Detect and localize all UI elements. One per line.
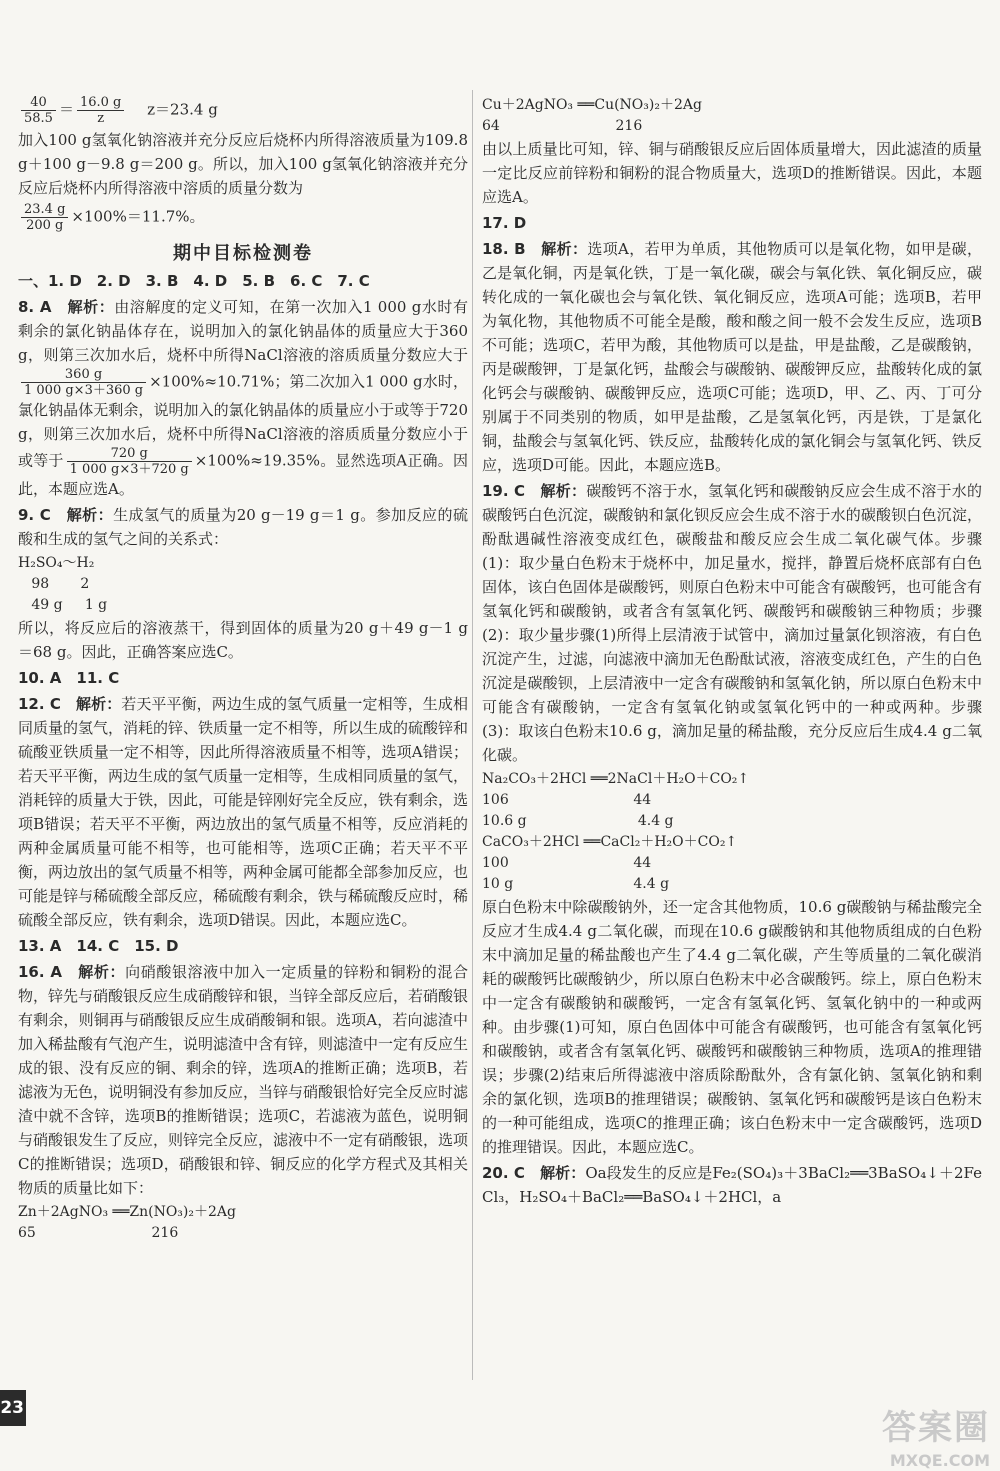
question-20 xyxy=(482,1161,982,1209)
answer-line xyxy=(18,666,468,690)
watermark-logo xyxy=(790,1400,990,1470)
analysis-tag: 解析： xyxy=(540,1164,586,1182)
equation-line: 98 2 xyxy=(18,576,90,592)
fraction xyxy=(21,95,56,126)
answer-label: 19. C xyxy=(482,482,526,500)
analysis-tag: 解析： xyxy=(76,695,122,713)
answers: 一、1. D 2. D 3. B 4. D 5. B 6. C 7. C xyxy=(18,272,370,290)
answer-label: 9. C xyxy=(18,506,51,524)
answer-line xyxy=(18,269,468,293)
denominator: 200 g xyxy=(26,218,64,233)
fraction xyxy=(77,95,124,126)
numerator: 23.4 g xyxy=(21,202,68,218)
equation-block xyxy=(18,553,468,616)
explanation-text: 生成氢气的质量为20 g－19 g＝1 g。参加反应的硫酸和生成的氢气之间的关系式： xyxy=(18,506,468,548)
answers: 17. D xyxy=(482,214,527,232)
numerator: 360 g xyxy=(21,367,146,383)
equation-line: 10.6 g 4.4 g xyxy=(482,813,674,829)
explanation-text: 向硝酸银溶液中加入一定质量的锌粉和铜粉的混合物，锌先与硝酸银反应生成硝酸锌和银，当锌全部反应后，若硝酸银有剩余，则铜再与硝酸银反应生成硝酸铜和银。选项A，若向滤渣中加入稀盐酸有气泡产生，说明滤渣中含有锌，则滤渣中一定有反应生成的银、没有反应的铜、剩余的锌，选项A的推断正确；选项B，若滤液为无色，说明铜没有参加反应，当锌与硝酸银恰好完全反应时滤渣中就不含锌，选项B的推断错误；选项C，若滤液为蓝色，说明铜与硝酸银发生了反应，则锌完全反应，滤液中不一定有硝酸银，选项C的推断错误；选项D，硝酸银和锌、铜反应的化学方程式及其相关物质的质量比如下： xyxy=(18,963,469,1197)
left-column xyxy=(18,95,468,1244)
explanation-text: Oa段发生的反应是Fe₂(SO₄)₃＋3BaCl₂══3BaSO₄↓＋2FeCl₃，H₂SO₄＋BaCl₂══BaSO₄↓＋2HCl，a xyxy=(482,1164,982,1206)
answer-label: 16. A xyxy=(18,963,63,981)
paragraph: 由以上质量比可知，锌、铜与硝酸银反应后固体质量增大，因此滤渣的质量一定比反应前锌粉和铜粉的混合物质量大，选项D的推断错误。因此，本题应选A。 xyxy=(482,140,982,206)
equation-line: 106 44 xyxy=(482,792,652,808)
result-text: ×100%＝11.7%。 xyxy=(71,207,205,226)
explanation-text: 选项A，若甲为单质，其他物质可以是氧化物，如甲是碳，乙是氧化铜，丙是氧化铁，丁是一氧化碳，碳会与氧化铁、氧化铜反应，碳转化成的一氧化碳也会与氧化铁、氧化铜反应，选项A可能；选项B，若甲为氧化物，其他物质不可能全是酸，酸和酸之间一般不会发生反应，选项B不可能；选项C，若甲为酸，其他物质可以是盐，甲是盐酸，乙是碳酸钠，丙是碳酸钾，丁是氯化钙，盐酸会与碳酸钠、碳酸钾反应，盐酸转化成的氯化钙会与碳酸钠、碳酸钾反应，选项C可能；选项D，甲、乙、丙、丁可分别属于不同类别的物质，如甲是盐酸，乙是氢氧化钙，丙是铁，丁是氯化铜，盐酸会与氢氧化钙、铁反应，盐酸转化成的氯化铜会与氢氧化钙、铁反应，选项D可能。因此，本题应选B。 xyxy=(482,240,982,474)
denominator: 1 000 g×3＋720 g xyxy=(69,462,189,477)
explanation-text: 碳酸钙不溶于水，氢氧化钙和碳酸钠反应会生成不溶于水的碳酸钙白色沉淀，碳酸钠和氯化钡反应会生成不溶于水的碳酸钡白色沉淀，酚酞遇碱性溶液变成红色，碳酸盐和酸反应会生成二氧化碳气体。步骤(1)：取少量白色粉末于烧杯中，加足量水，搅拌，静置后烧杯底部有白色固体，该白色固体是碳酸钙，则原白色粉末中可能含有碳酸钙，也可能含有氢氧化钙和碳酸钠，或者含有氢氧化钙、碳酸钙和碳酸钠三种物质；步骤(2)：取少量步骤(1)所得上层清液于试管中，滴加过量氯化钡溶液，有白色沉淀产生，过滤，向滤液中滴加无色酚酞试液，溶液变成红色，产生的白色沉淀是碳酸钡，上层清液中一定含有碳酸钠和氢氧化钠，所以原白色粉末中可能含有碳酸钠，一定含有氢氧化钠或氢氧化钙中的一种或两种。步骤(3)：取该白色粉末10.6 g，滴加足量的稀盐酸，充分反应后生成4.4 g二氧化碳。 xyxy=(482,482,982,764)
answer-label: 8. A xyxy=(18,298,52,316)
fraction-line xyxy=(18,202,468,233)
equation-line: 10 g 4.4 g xyxy=(482,876,670,892)
page-number: 23 xyxy=(0,1390,26,1426)
equation-line: CaCO₃＋2HCl ══CaCl₂＋H₂O＋CO₂↑ xyxy=(482,834,738,850)
denominator: 58.5 xyxy=(24,111,53,126)
paragraph: 所以，将反应后的溶液蒸干，得到固体的质量为20 g＋49 g－1 g＝68 g。因此，正确答案应选C。 xyxy=(18,619,468,661)
answer-label: 20. C xyxy=(482,1164,525,1182)
question-18 xyxy=(482,237,982,477)
explanation-text: 若天平平衡，两边生成的氢气质量一定相等，生成相同质量的氢气，消耗的锌、铁质量一定不相等，所以生成的硫酸锌和硫酸亚铁质量一定不相等，因此所得溶液质量不相等，选项A错误；若天平平衡，两边生成的氢气质量一定相等，生成相同质量的氢气，消耗锌的质量大于铁，因此，可能是锌刚好完全反应，铁有剩余，选项B错误；若天平不平衡，两边放出的氢气质量不相等，反应消耗的两种金属质量可能不相等，也可能相等，选项C正确；若天平不平衡，两边放出的氢气质量不相等，两种金属可能都全部参加反应，也可能是锌与稀硫酸全部反应，稀硫酸有剩余，铁与稀硫酸反应时，稀硫酸全部反应，铁有剩余，选项D错误。因此，本题应选C。 xyxy=(18,695,469,929)
question-8 xyxy=(18,295,468,501)
denominator: z xyxy=(97,111,105,126)
numerator: 40 xyxy=(21,95,56,111)
paragraph: 加入100 g氢氧化钠溶液并充分反应后烧杯内所得溶液质量为109.8 g＋100 g－9.8 g＝200 g。所以，加入100 g氢氧化钠溶液并充分反应后烧杯内所得溶液中溶质的质量分数为 xyxy=(18,131,468,197)
equation-line: 65 216 xyxy=(18,1225,179,1241)
equation-block xyxy=(482,769,982,895)
column-divider xyxy=(472,90,473,1380)
equation-line: Zn＋2AgNO₃ ══Zn(NO₃)₂＋2Ag xyxy=(18,1204,236,1220)
answers: 10. A 11. C xyxy=(18,669,120,687)
explanation-text: ×100%≈19.35%。显然选项A正确。因此，本题应选A。 xyxy=(18,451,468,498)
fraction xyxy=(21,202,68,233)
analysis-tag: 解析： xyxy=(66,506,114,524)
section-heading: 期中目标检测卷 xyxy=(173,243,313,264)
fraction xyxy=(21,367,146,398)
explanation-text: 由溶解度的定义可知，在第一次加入1 000 g水时有剩余的氯化钠晶体存在，说明加入的氯化钠晶体的质量应大于360 g，则第三次加水后，烧杯中所得NaCl溶液的溶质质量分数应大于 xyxy=(18,298,468,364)
watermark-mark: 答案圈 xyxy=(882,1408,990,1448)
equation-line: Na₂CO₃＋2HCl ══2NaCl＋H₂O＋CO₂↑ xyxy=(482,771,750,787)
question-19 xyxy=(482,479,982,767)
question-16 xyxy=(18,960,468,1200)
result-text: z＝23.4 g xyxy=(147,100,218,119)
answer-line xyxy=(482,211,982,235)
numerator: 720 g xyxy=(67,446,192,462)
analysis-tag: 解析： xyxy=(541,240,588,258)
equation-line: Cu＋2AgNO₃ ══Cu(NO₃)₂＋2Ag xyxy=(482,97,702,113)
equation-line: 49 g 1 g xyxy=(18,597,108,613)
analysis-tag: 解析： xyxy=(540,482,587,500)
denominator: 1 000 g×3＋360 g xyxy=(24,383,144,398)
right-column xyxy=(482,95,982,1211)
answers: 13. A 14. C 15. D xyxy=(18,937,179,955)
numerator: 16.0 g xyxy=(77,95,124,111)
fraction xyxy=(67,446,192,477)
analysis-tag: 解析： xyxy=(78,963,126,981)
equation-line: 100 44 xyxy=(482,855,652,871)
fraction-line: $\frac{40}{58.5}$ ＝ $\frac{16.0 g}{z}$ z＝23.4 g xyxy=(18,95,468,126)
equation-block xyxy=(18,1202,468,1244)
answer-label: 18. B xyxy=(482,240,526,258)
answer-label: 12. C xyxy=(18,695,61,713)
explanation-text: ×100%≈10.71%；第二次加入1 000 g水时，氯化钠晶体无剩余，说明加入的氯化钠晶体的质量应小于或等于720 g，则第三次加水后，烧杯中所得NaCl溶液的溶质质量分数应小于或等于 xyxy=(18,372,468,470)
question-12 xyxy=(18,692,468,932)
paragraph: 原白色粉末中除碳酸钠外，还一定含其他物质，10.6 g碳酸钠与稀盐酸完全反应才生成4.4 g二氧化碳，而现在10.6 g碳酸钠和其他物质组成的白色粉末中滴加足量的稀盐酸也产生了4.4 g二氧化碳，产生等质量的二氧化碳消耗的碳酸钙比碳酸钠少，所以原白色粉末中必含碳酸钙。综上，原白色粉末中一定含有碳酸钠和碳酸钙，一定含有氢氧化钙、氢氧化钠中的一种或两种。由步骤(1)可知，原白色固体中可能含有碳酸钙，也可能含有氢氧化钙和碳酸钠，或者含有氢氧化钙、碳酸钙和碳酸钠三种物质，选项A的推理错误；步骤(2)结束后所得滤液中溶质除酚酞外，含有氯化钠、氢氧化钠和剩余的氯化钡，选项B的推理错误；碳酸钠、氢氧化钙和碳酸钙是该白色粉末的一种可能组成，选项C的推理正确；该白色粉末中一定含碳酸钙，选项D的推理错误。因此，本题应选C。 xyxy=(482,898,982,1156)
equation-line: 64 216 xyxy=(482,118,643,134)
equation-block xyxy=(482,95,982,137)
equation-line: H₂SO₄～H₂ xyxy=(18,555,95,571)
watermark-url: MXQE.COM xyxy=(889,1451,990,1470)
analysis-tag: 解析： xyxy=(67,298,115,316)
question-9 xyxy=(18,503,468,551)
answer-line xyxy=(18,934,468,958)
